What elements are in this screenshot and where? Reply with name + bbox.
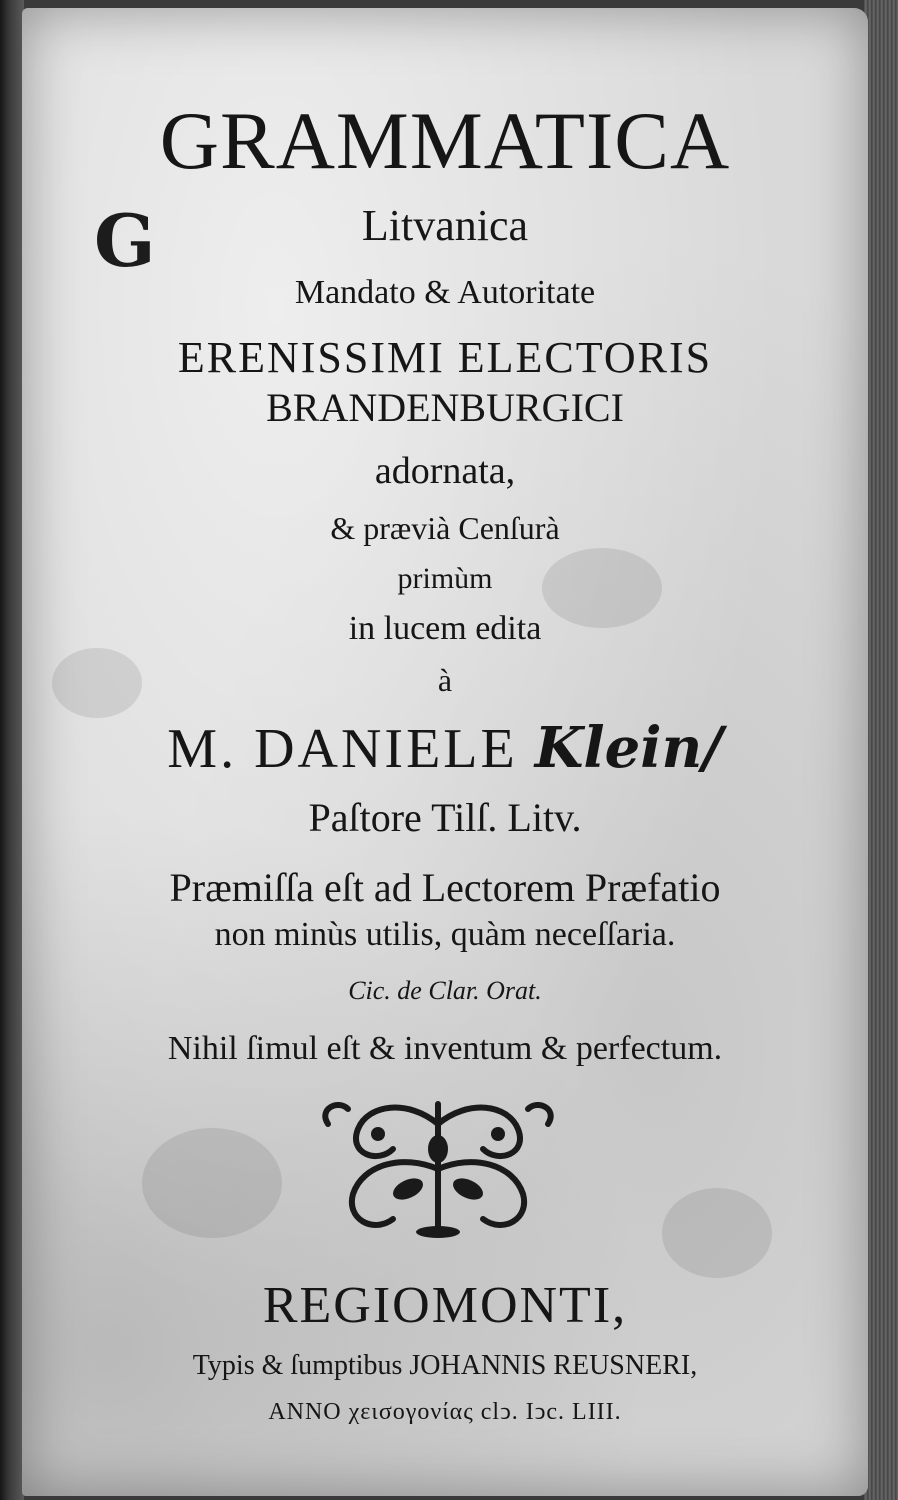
preface-line-2: non minùs utilis, quàm neceſſaria. (214, 916, 676, 953)
adornata-line: adornata, (374, 450, 516, 492)
handwritten-initial: G (94, 198, 156, 283)
author-office: Paſtore Tilſ. Litv. (308, 795, 582, 840)
preface-line-1: Præmiſſa eſt ad Lectorem Præfatio (169, 865, 721, 910)
author-line (62, 715, 828, 781)
censura-line: & prævià Cenſurà (330, 510, 560, 546)
author-handwritten: Klein/ (534, 715, 723, 781)
printers-ornament-icon (308, 1094, 568, 1244)
mandate-line: Mandato & Autoritate (294, 274, 596, 311)
elector-line-1: ERENISSIMI ELECTORIS (177, 333, 713, 382)
quote-line: Nihil ſimul eſt & inventum & perfectum. (167, 1030, 723, 1067)
imprint-year: ANNO χεισογονίας clↄ. Iↄc. LIII. (268, 1399, 622, 1425)
book-subtitle: Litvanica (361, 201, 529, 250)
page-edges (864, 0, 898, 1500)
author-printed: M. DANIELE (167, 718, 518, 780)
quote-source: Cic. de Clar. Orat. (348, 976, 542, 1005)
title-text (22, 8, 868, 1496)
title-page (22, 8, 868, 1496)
elector-line-2: BRANDENBURGICI (266, 385, 624, 430)
a-line: à (437, 662, 453, 698)
imprint-printer: Typis & ſumptibus JOHANNIS REUSNERI, (192, 1350, 698, 1381)
binding-edge (0, 0, 24, 1500)
book-title: GRAMMATICA (159, 95, 731, 186)
imprint-place: REGIOMONTI, (262, 1277, 628, 1334)
edita-line: in lucem edita (348, 610, 542, 647)
primum-line: primùm (397, 562, 493, 595)
